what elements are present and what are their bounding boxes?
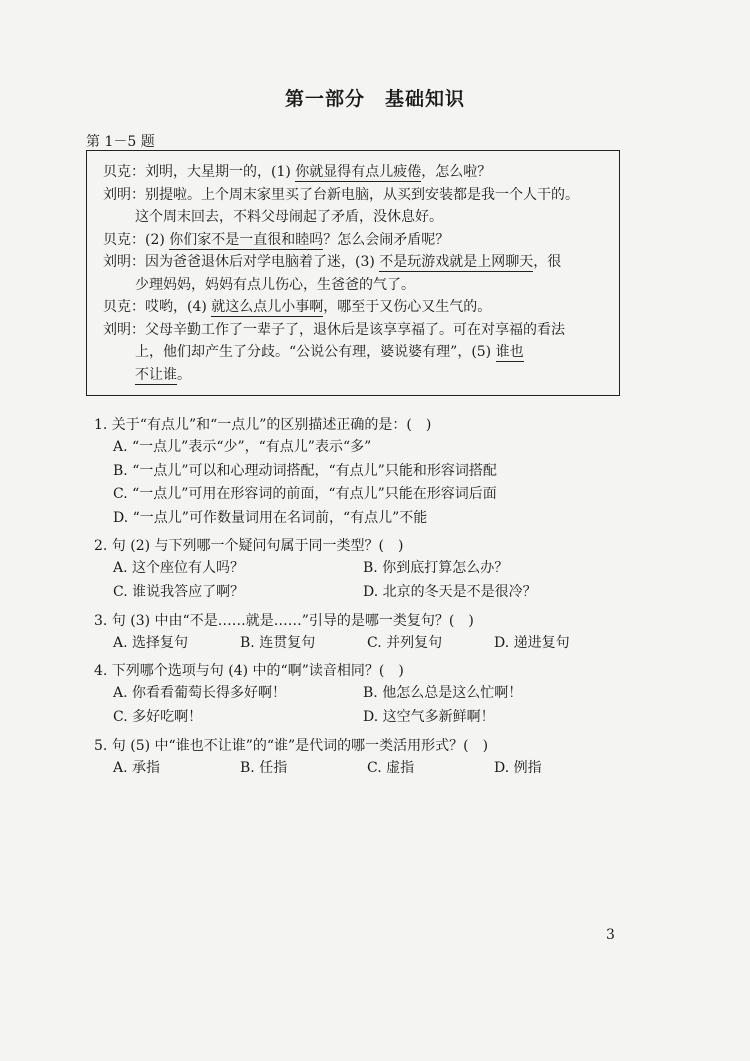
answer-option: C. 谁说我答应了啊？ (113, 583, 245, 600)
answer-option: A. 承指 (113, 760, 161, 776)
dialogue-text: 刘明，大星期一的，(1) (145, 164, 296, 180)
dialogue-line (103, 184, 609, 207)
answer-options (94, 682, 613, 729)
question-stem: 4. 下列哪个选项与句 (4) 中的“啊”读音相同？( ) (94, 663, 404, 679)
answer-option: B. 连贯复句 (240, 635, 316, 651)
dialogue-text: 上，他们却产生了分歧。“公说公有理，婆说婆有理”，(5) (135, 344, 496, 360)
dialogue-text: ，怎么啦？ (421, 164, 492, 180)
question-stem: 5. 句 (5) 中“谁也不让谁”的“谁”是代词的哪一类活用形式？( ) (94, 738, 489, 754)
question-2 (94, 535, 613, 604)
answer-option: D. 递进复句 (494, 635, 570, 651)
answer-option: B. 他怎么总是这么忙啊！ (363, 685, 523, 701)
speaker-label: 刘明： (103, 254, 145, 270)
answer-option: A. “一点儿”表示“少”，“有点儿”表示“多” (113, 439, 372, 455)
dialogue-line (103, 296, 609, 319)
underlined-sentence: 你们家不是一直很和睦吗 (169, 231, 324, 248)
answer-option: D. 例指 (494, 760, 542, 776)
answer-option: A. 这个座位有人吗？ (113, 560, 245, 576)
answer-option: C. 虚指 (367, 760, 415, 776)
question-1 (94, 414, 497, 530)
dialogue-text: 因为爸爸退休后对学电脑着了迷，(3) (145, 254, 380, 270)
speaker-label: 刘明： (103, 186, 145, 203)
question-stem: 2. 句 (2) 与下列哪一个疑问句属于同一类型？( ) (94, 538, 404, 554)
answer-options (94, 632, 621, 656)
dialogue-line (103, 364, 609, 387)
answer-options (94, 757, 621, 781)
speaker-label: 贝克： (103, 299, 145, 315)
dialogue-text: 哎哟，(4) (145, 299, 212, 315)
answer-options (94, 436, 497, 530)
underlined-sentence: 谁也 (495, 344, 524, 360)
page-number: 3 (606, 927, 615, 943)
answer-option: A. 选择复句 (113, 635, 189, 651)
dialogue-line (103, 206, 609, 229)
dialogue-line (103, 251, 609, 274)
question-stem: 1. 关于“有点儿”和“一点儿”的区别描述正确的是：( ) (94, 417, 432, 433)
speaker-label: 贝克： (103, 164, 145, 180)
question-3 (94, 610, 621, 656)
dialogue-text: 这个周末回去，不料父母闹起了矛盾，没休息好。 (135, 209, 443, 225)
question-stem: 3. 句 (3) 中由“不是……就是……”引导的是哪一类复句？( ) (94, 613, 474, 629)
answer-option: B. “一点儿”可以和心理动词搭配，“有点儿”只能和形容词搭配 (113, 462, 497, 479)
speaker-label: 贝克： (103, 231, 145, 248)
page-title: 第一部分 基础知识 (284, 88, 465, 110)
answer-option: C. 并列复句 (367, 635, 443, 651)
underlined-sentence: 就这么点儿小事啊 (211, 299, 324, 315)
answer-option: B. 任指 (240, 760, 288, 776)
dialogue-line (103, 341, 609, 364)
dialogue-text: ，很 (533, 254, 562, 270)
dialogue-box (86, 150, 620, 396)
underlined-sentence: 不是玩游戏就是上网聊天 (379, 254, 534, 270)
answer-option: D. 这空气多新鲜啊！ (363, 708, 495, 725)
underlined-sentence: 你就显得有点儿疲倦 (295, 164, 422, 180)
dialogue-text: (2) (145, 231, 170, 248)
dialogue-line (103, 319, 609, 342)
dialogue-text: 别提啦。上个周末家里买了台新电脑，从买到安装都是我一个人干的。 (145, 186, 579, 203)
answer-option: B. 你到底打算怎么办？ (363, 560, 509, 576)
answer-option: A. 你看看葡萄长得多好啊！ (113, 685, 287, 701)
underlined-sentence: 不让谁 (135, 366, 177, 383)
dialogue-text: 。 (177, 366, 191, 383)
answer-option: D. “一点儿”可作数量词用在名词前，“有点儿”不能 (113, 509, 428, 526)
answer-option: C. 多好吃啊！ (113, 708, 203, 725)
speaker-label: 刘明： (103, 321, 145, 338)
dialogue-text: 父母辛勤工作了一辈子了，退休后是该享享福了。可在对享福的看法 (145, 321, 565, 338)
answer-option: D. 北京的冬天是不是很冷？ (363, 583, 537, 600)
dialogue-line (103, 161, 609, 184)
dialogue-line (103, 274, 609, 297)
answer-option: C. “一点儿”可用在形容词的前面，“有点儿”只能在形容词后面 (113, 486, 497, 502)
question-5 (94, 735, 621, 781)
dialogue-text: ，哪至于又伤心又生气的。 (323, 299, 492, 315)
dialogue-line (103, 229, 609, 252)
question-4 (94, 660, 613, 729)
answer-options (94, 557, 613, 604)
dialogue-text: 少理妈妈，妈妈有点儿伤心，生爸爸的气了。 (135, 276, 415, 293)
section-label: 第 1－5 题 (86, 134, 155, 150)
dialogue-text: ？怎么会闹矛盾呢？ (323, 231, 450, 248)
